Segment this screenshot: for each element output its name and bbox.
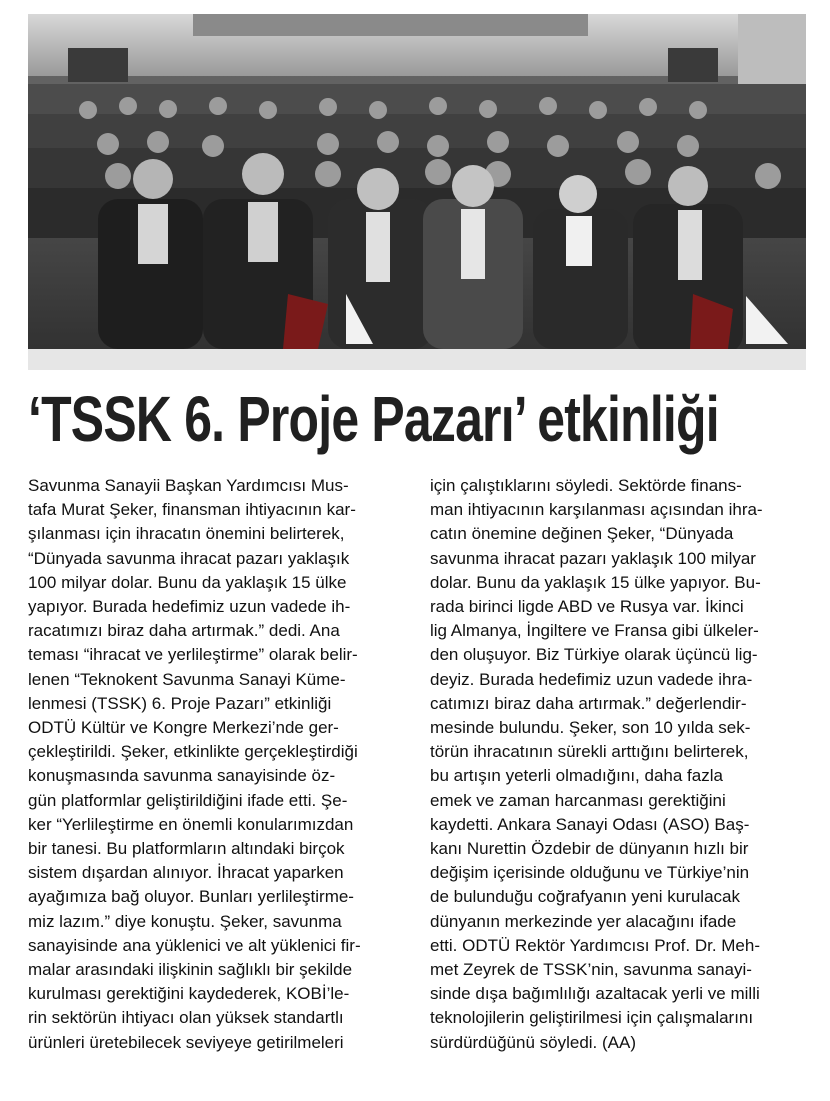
article-body-right-column — [430, 474, 810, 1094]
text-line: etti. ODTÜ Rektör Yardımcısı Prof. Dr. Meh- — [430, 935, 760, 955]
text-line: dolar. Bunu da yaklaşık 15 ülke yapıyor. Bu- — [430, 572, 761, 592]
text-line: emek ve zaman harcanması gerektiğini — [430, 790, 726, 810]
text-line: dünyanın merkezinde yer alacağını ifade — [430, 911, 737, 931]
text-line: lig Almanya, İngiltere ve Fransa gibi ülkeler- — [430, 621, 759, 641]
text-line: teknolojilerin geliştirilmesi için çalışmalarını — [430, 1008, 754, 1028]
text-line: ürünleri üretebilecek seviyeye getirilmeleri — [28, 1032, 344, 1052]
text-line: ker “Yerlileştirme en önemli konularımızdan — [28, 814, 354, 834]
text-line: şılanması için ihracatın önemini belirterek, — [28, 524, 345, 544]
text-line: ODTÜ Kültür ve Kongre Merkezi’nde ger- — [28, 718, 339, 738]
text-line: bu artışın yeterli olmadığını, daha fazla — [430, 766, 723, 786]
text-line: yapıyor. Burada hedefimiz uzun vadede ih- — [28, 597, 351, 617]
text-line: tafa Murat Şeker, finansman ihtiyacının kar- — [28, 500, 356, 520]
article-paragraph-right — [430, 474, 810, 1055]
text-line: man ihtiyacının karşılanması açısından ihra- — [430, 500, 763, 520]
text-line: çekleştirildi. Şeker, etkinlikte gerçekleştirdiği — [28, 742, 358, 762]
text-line: Savunma Sanayii Başkan Yardımcısı Mus- — [28, 476, 349, 495]
text-line: 100 milyar dolar. Bunu da yaklaşık 15 ülke — [28, 572, 347, 592]
text-line: lenen “Teknokent Savunma Sanayi Küme- — [28, 669, 346, 689]
text-line: de bulunduğu coğrafyanın yeni kurulacak — [430, 887, 740, 907]
text-line: sanayisinde ana yüklenici ve alt yüklenici fir- — [28, 935, 361, 955]
text-line: bir tanesi. Bu platformların altındaki birçok — [28, 839, 345, 859]
text-line: ayağımıza bağ oluyor. Bunları yerlileştirme- — [28, 887, 354, 907]
article-headline: ‘TSSK 6. Proje Pazarı’ etkinliği — [28, 383, 719, 455]
text-line: kurulması gerektiğini kaydederek, KOBİ’le- — [28, 984, 350, 1004]
text-line: sistem dışardan alınıyor. İhracat yaparken — [28, 863, 344, 883]
text-line: kanı Nurettin Özdebir de dünyanın hızlı bir — [430, 839, 749, 859]
text-line: değişim içerisinde olduğunu ve Türkiye’nin — [430, 863, 750, 883]
conference-audience-photo — [28, 14, 806, 370]
text-line: sinde dışa bağımlılığı azaltacak yerli ve milli — [430, 984, 760, 1004]
text-line: kaydetti. Ankara Sanayi Odası (ASO) Baş- — [430, 814, 750, 834]
text-line: rin sektörün ihtiyacı olan yüksek standartlı — [28, 1008, 344, 1028]
text-line: törün ihracatının sürekli arttığını belirterek, — [430, 742, 749, 762]
text-line: racatımızı biraz daha artırmak.” dedi. Ana — [28, 621, 340, 641]
text-line: miz lazım.” diye konuştu. Şeker, savunma — [28, 911, 342, 931]
text-line: rada birinci ligde ABD ve Rusya var. İkinci — [430, 597, 744, 617]
text-line: catımızı biraz daha artırmak.” değerlendir- — [430, 693, 747, 713]
text-line: deyiz. Burada hedefimiz uzun vadede ihra- — [430, 669, 753, 689]
text-line: gün platformlar geliştirildiğini ifade etti. Şe- — [28, 790, 348, 810]
text-line: teması “ihracat ve yerlileştirme” olarak belir- — [28, 645, 358, 665]
text-line: savunma ihracat pazarı yaklaşık 100 milyar — [430, 548, 756, 568]
text-line: lenmesi (TSSK) 6. Proje Pazarı” etkinliği — [28, 693, 332, 713]
article-body-left-column — [28, 474, 408, 1094]
text-line: mesinde bulundu. Şeker, son 10 yılda sek- — [430, 718, 751, 738]
text-line: için çalıştıklarını söyledi. Sektörde finans- — [430, 476, 742, 495]
text-line: konuşmasında savunma sanayisinde öz- — [28, 766, 336, 786]
text-line: malar arasındaki ilişkinin sağlıklı bir şekilde — [28, 960, 353, 980]
article-photo — [28, 14, 806, 370]
text-line: den oluşuyor. Biz Türkiye olarak üçüncü lig- — [430, 645, 758, 665]
text-line: catın önemine değinen Şeker, “Dünyada — [430, 524, 734, 544]
text-line: met Zeyrek de TSSK’nin, savunma sanayi- — [430, 960, 752, 980]
text-line: sürdürdüğünü söyledi. (AA) — [430, 1032, 637, 1052]
article-paragraph-left — [28, 474, 408, 1055]
text-line: “Dünyada savunma ihracat pazarı yaklaşık — [28, 548, 350, 568]
